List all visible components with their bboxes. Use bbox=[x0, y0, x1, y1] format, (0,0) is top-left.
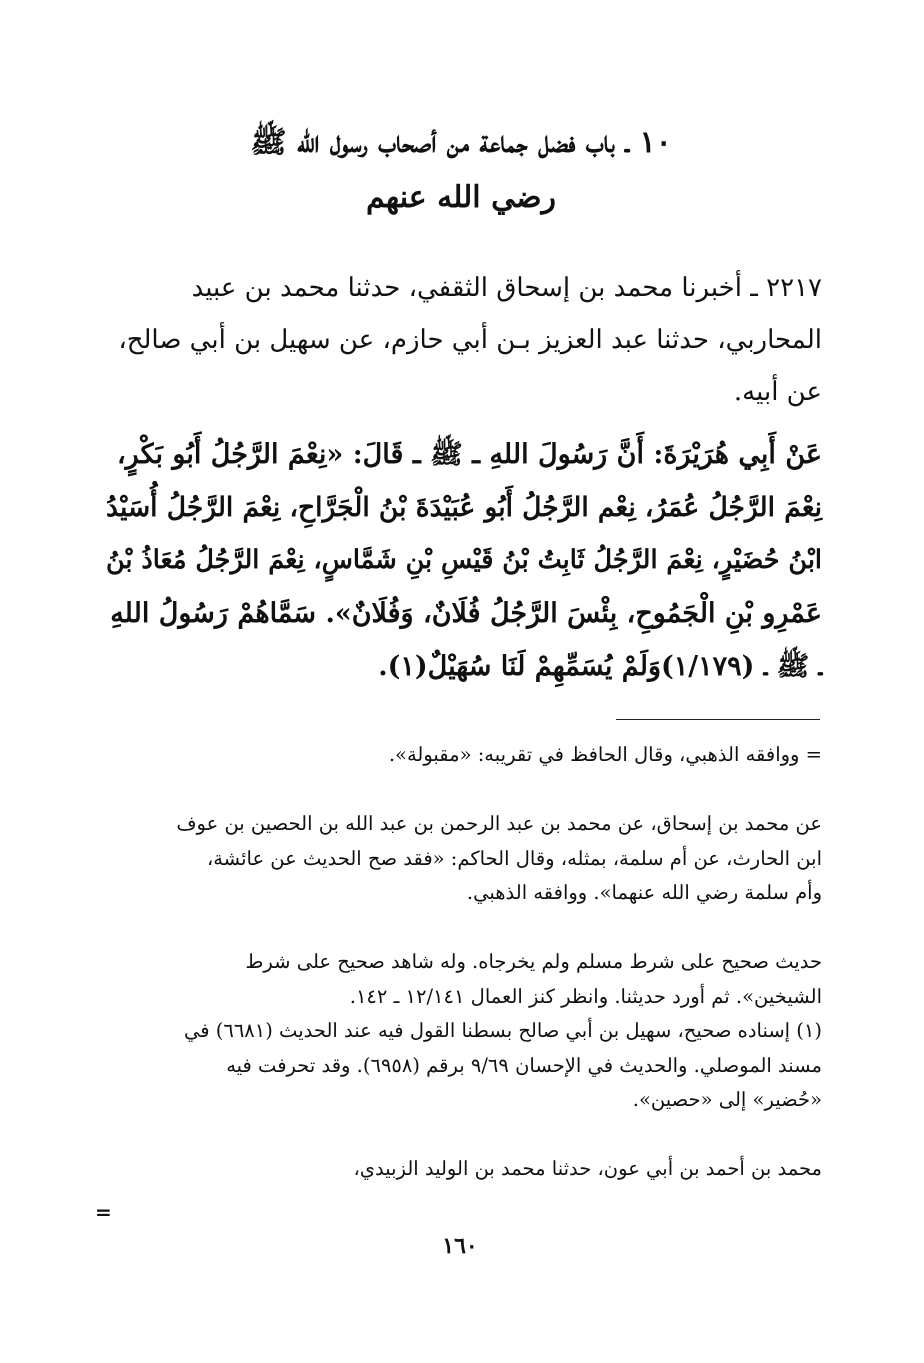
footnote-1 bbox=[100, 1014, 822, 1118]
hadith-matn bbox=[100, 428, 822, 693]
footnote-paragraph bbox=[100, 773, 822, 911]
chapter-title bbox=[100, 115, 822, 225]
footnote-line bbox=[100, 1118, 822, 1153]
footnote-line: حديث صحيح على شرط مسلم ولم يخرجاه. وله شاهد صحيح على شرط bbox=[245, 950, 822, 973]
footnote-line: وأم سلمة رضي الله عنهما». ووافقه الذهبي. bbox=[466, 881, 822, 904]
footnote-line: محمد بن أحمد بن أبي عون، حدثنا محمد بن الوليد الزبيدي، bbox=[353, 1157, 822, 1180]
footnote-line bbox=[100, 773, 822, 808]
isnad-line: المحاربي، حدثنا عبد العزيز بـن أبي حازم، عن سهيل بن أبي صالح، bbox=[118, 325, 822, 355]
footnote-divider bbox=[616, 719, 820, 720]
footnote-line bbox=[100, 911, 822, 946]
chapter-title-line-2: رضي الله عنهم bbox=[365, 180, 557, 215]
footnote-line: (١) إسناده صحيح، سهيل بن أبي صالح بسطنا القول فيه عند الحديث (٦٦٨١) في bbox=[183, 1019, 822, 1042]
footnote-continues-mark: = bbox=[95, 1200, 112, 1224]
matn-line: عَمْرِو بْنِ الْجَمُوحِ، بِئْسَ الرَّجُلُ فُلَانٌ، وَفُلَانٌ». سَمَّاهُمْ رَسُولُ اللهِ bbox=[110, 598, 822, 629]
chapter-title-line-1: ١٠ ـ باب فضل جماعة من أصحاب رسول الله ﷺ bbox=[250, 125, 672, 160]
footnote-line: ابن الحارث، عن أم سلمة، بمثله، وقال الحاكم: «فقد صح الحديث عن عائشة، bbox=[206, 846, 822, 870]
footnote-continuation bbox=[100, 738, 822, 773]
footnote-1-paragraph-2 bbox=[100, 1118, 822, 1187]
matn-line: نِعْمَ الرَّجُلُ عُمَرُ، نِعْم الرَّجُلُ أَبُو عُبَيْدَةَ بْنُ الْجَرَّاحِ، نِعْمَ الرَّجُلُ أُسَيْدُ bbox=[106, 492, 822, 523]
footnote-line: «حُضير» إلى «حصين». bbox=[632, 1088, 822, 1111]
footnote-line: الشيخين». ثم أورد حديثنا. وانظر كنز العمال ١٢/١٤١ ـ ١٤٢. bbox=[349, 984, 822, 1008]
footnote-line: عن محمد بن إسحاق، عن محمد بن عبد الرحمن بن عبد الله بن الحصين بن عوف bbox=[176, 812, 822, 835]
matn-line: عَنْ أَبِي هُرَيْرَةَ: أَنَّ رَسُولَ اللهِ ـ ﷺ ـ قَالَ: «نِعْمَ الرَّجُلُ أَبُو بَكْرٍ، bbox=[116, 439, 822, 470]
footnote-line: مسند الموصلي. والحديث في الإحسان ٩/٦٩ برقم (٦٩٥٨). وقد تحرفت فيه bbox=[226, 1053, 822, 1077]
footnote-line: = ووافقه الذهبي، وقال الحافظ في تقريبه: «مقبولة». bbox=[388, 743, 822, 766]
footnote-paragraph bbox=[100, 911, 822, 1015]
footnotes bbox=[100, 738, 822, 1187]
hadith-isnad bbox=[100, 262, 822, 418]
isnad-line: عن أبيه. bbox=[733, 377, 822, 407]
matn-line: ابْنُ حُضَيْرٍ، نِعْمَ الرَّجُلُ ثَابِتُ بْنُ قَيْسِ بْنِ شَمَّاسٍ، نِعْمَ الرَّجُلُ مُعَاذُ بْنُ bbox=[106, 545, 822, 575]
isnad-line: ٢٢١٧ ـ أخبرنا محمد بن إسحاق الثقفي، حدثنا محمد بن عبيد bbox=[191, 273, 822, 303]
matn-line: ـ ﷺ ـ (١/١٧٩)وَلَمْ يُسَمِّهِمْ لَنَا سُهَيْلٌ(١). bbox=[378, 651, 822, 682]
page-number: ١٦٠ bbox=[442, 1233, 478, 1259]
